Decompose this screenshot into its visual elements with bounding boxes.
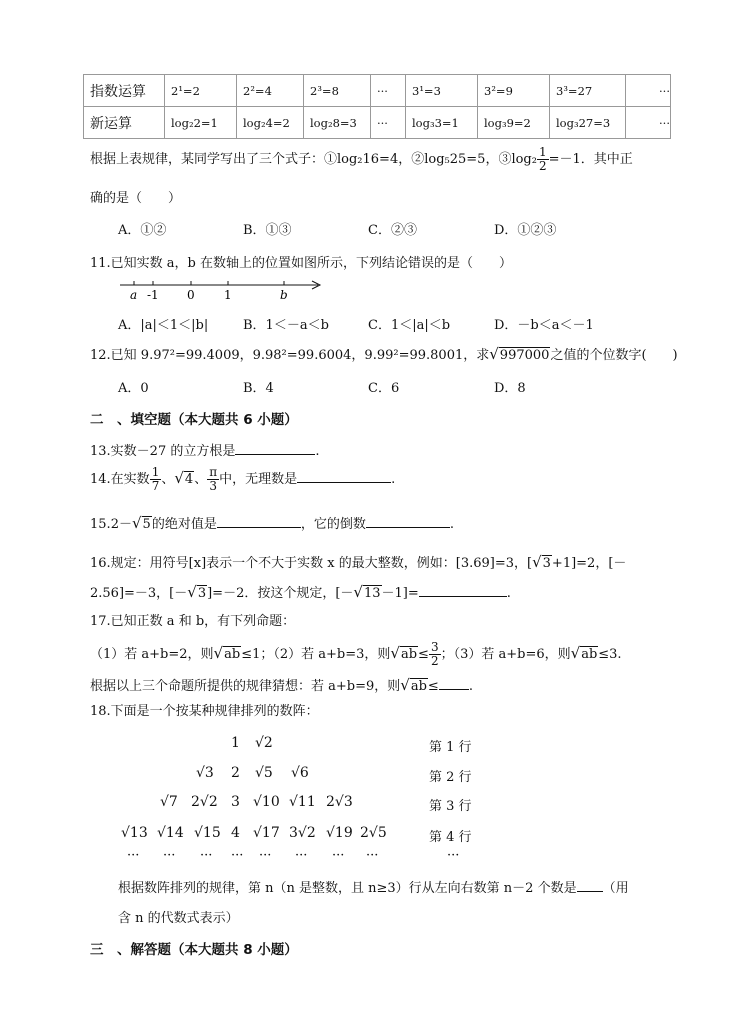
stem-text: . (391, 472, 396, 487)
radicand: ab (581, 647, 598, 662)
answer-blank (297, 470, 391, 483)
radicand: ab (400, 647, 418, 662)
matrix-cell: √3 (196, 765, 214, 781)
sqrt-icon: √ (131, 514, 142, 532)
matrix-cell: √15 (194, 825, 221, 841)
matrix-cell: 2√5 (360, 825, 387, 841)
question-13 (90, 440, 320, 459)
sqrt-icon: √ (213, 644, 224, 662)
question-10-line2: 确的是（ ） (90, 191, 182, 206)
fraction (150, 466, 162, 493)
denominator: 3 (209, 479, 217, 493)
table-cell: log₂2=1 (165, 107, 237, 139)
answer-blank (217, 515, 301, 528)
question-16-line2 (90, 582, 511, 601)
matrix-cell: √11 (289, 794, 316, 810)
radicand: 3 (542, 556, 551, 571)
matrix-cell: √13 (121, 825, 148, 841)
option-b: B．4 (243, 381, 274, 396)
radicand: ab (224, 647, 241, 662)
matrix-cell: √2 (255, 735, 273, 751)
matrix-cell: √5 (255, 765, 273, 781)
denominator: 2 (430, 654, 439, 668)
stem-text: . (506, 586, 511, 601)
answer-blank (235, 442, 315, 455)
question-10-stem (90, 146, 633, 173)
table-cell: 2²=4 (237, 75, 304, 107)
stem-text: ；（3）若 a+b=6，则 (440, 647, 571, 662)
question-14 (90, 466, 395, 493)
sqrt-icon: √ (353, 583, 363, 601)
row-label: 第 4 行 (429, 830, 472, 845)
sqrt-icon: √ (174, 469, 184, 487)
table-cell: log₂8=3 (304, 107, 371, 139)
row-label: 第 3 行 (429, 799, 472, 814)
stem-text: . (315, 444, 320, 459)
option-a: A．0 (118, 381, 149, 396)
radicand: 13 (363, 586, 381, 601)
stem-text: 13.实数－27 的立方根是 (90, 444, 236, 459)
denominator: 7 (151, 479, 160, 493)
question-11-stem: 11.已知实数 a，b 在数轴上的位置如图所示，下列结论错误的是（ ） (90, 256, 513, 271)
row-label: ··· (447, 848, 460, 863)
fraction (207, 466, 219, 493)
stem-text: 根据以上三个命题所提供的规律猜想：若 a+b=9，则 (90, 679, 401, 694)
matrix-cell: 3√2 (289, 825, 316, 841)
stem-text: 16.规定：用符号[x]表示一个不大于实数 x 的最大整数，例如：[3.69]=3，[ (90, 556, 533, 571)
question-18-stem: 18.下面是一个按某种规律排列的数阵： (90, 704, 319, 719)
label-1: 1 (224, 288, 232, 302)
stem-text: . (449, 517, 454, 532)
matrix-cell: √7 (160, 794, 178, 810)
stem-text: 12.已知 9.97²=99.4009，9.98²=99.6004，9.99²=99.8001，求 (90, 348, 490, 363)
stem-text: ≤ (427, 679, 439, 694)
matrix-cell: 2 (231, 765, 240, 781)
question-15 (90, 513, 454, 532)
label-0: 0 (187, 288, 195, 302)
question-12-stem (90, 344, 678, 363)
matrix-cell: ··· (366, 848, 379, 863)
table-row-new-operation (84, 107, 671, 139)
option-a: A．①② (118, 223, 167, 238)
label-a: a (130, 288, 138, 302)
sqrt-icon: √ (570, 644, 581, 662)
matrix-cell: √19 (326, 825, 353, 841)
stem-text: －1]= (381, 586, 419, 601)
matrix-cell: ··· (259, 848, 272, 863)
matrix-cell: 2√3 (326, 794, 353, 810)
operation-table (83, 74, 671, 139)
option-d: D．8 (494, 381, 526, 396)
matrix-cell: ··· (163, 848, 176, 863)
matrix-cell: ··· (127, 848, 140, 863)
stem-text: （用 (602, 881, 629, 896)
option-b: B．①③ (243, 223, 292, 238)
matrix-cell: 1 (231, 735, 240, 751)
matrix-cell: √10 (253, 794, 280, 810)
option-c: C．6 (368, 381, 400, 396)
table-cell: log₃9=2 (478, 107, 550, 139)
question-16-line1 (90, 552, 626, 571)
stem-text: ]=－2．按这个规定，[－ (207, 586, 354, 601)
numerator: 1 (151, 465, 160, 479)
radicand: 3 (197, 586, 207, 601)
stem-text: +1]=2，[－ (551, 556, 627, 571)
radicand: 5 (142, 517, 151, 532)
question-18-line2: 含 n 的代数式表示） (118, 911, 239, 926)
row-label: 第 1 行 (429, 740, 472, 755)
matrix-cell: 4 (231, 825, 240, 841)
numerator: 1 (538, 145, 547, 159)
question-17-line1: 17.已知正数 a 和 b，有下列命题： (90, 614, 296, 629)
stem-text: 中，无理数是 (219, 472, 298, 487)
table-cell: 指数运算 (84, 75, 165, 107)
stem-text: 2.56]=－3，[－ (90, 586, 188, 601)
table-cell: ··· (626, 75, 671, 107)
matrix-cell: 3 (231, 794, 240, 810)
table-cell: 新运算 (84, 107, 165, 139)
fraction (537, 146, 549, 173)
option-d: D．①②③ (494, 223, 557, 238)
table-cell: 3²=9 (478, 75, 550, 107)
stem-text: ，它的倒数 (300, 517, 366, 532)
matrix-cell: √17 (253, 825, 280, 841)
matrix-cell: ··· (295, 848, 308, 863)
table-cell: log₃3=1 (406, 107, 478, 139)
sqrt-icon: √ (532, 553, 542, 571)
stem-text: ≤3. (598, 647, 622, 662)
number-line (118, 278, 328, 306)
numerator: π (209, 465, 218, 479)
question-18-line1 (118, 877, 629, 896)
sqrt-icon: √ (187, 583, 197, 601)
matrix-cell: ··· (332, 848, 345, 863)
sqrt-icon: √ (390, 644, 400, 662)
matrix-cell: ··· (200, 848, 213, 863)
separator: 、 (161, 472, 175, 487)
numerator: 3 (430, 640, 439, 654)
row-label: 第 2 行 (429, 770, 472, 785)
radicand: 997000 (499, 348, 550, 363)
answer-blank (439, 677, 469, 690)
radicand: ab (410, 679, 427, 694)
stem-text: 之值的个位数字( ) (550, 348, 678, 363)
stem-text: ≤ (418, 647, 429, 662)
sqrt-icon: √ (400, 676, 410, 694)
denominator: 2 (538, 159, 547, 173)
answer-blank (577, 879, 603, 892)
stem-text: 根据数阵排列的规律，第 n（n 是整数，且 n≥3）行从左向右数第 n－2 个数是 (118, 881, 577, 896)
table-cell: ··· (626, 107, 671, 139)
table-row-exponent (84, 75, 671, 107)
option-d: D．－b＜a＜－1 (494, 318, 594, 333)
table-cell: ··· (371, 75, 406, 107)
stem-text: 15. (90, 517, 111, 532)
stem-text: 2－ (110, 517, 132, 532)
table-cell: 2¹=2 (165, 75, 237, 107)
table-cell: log₃27=3 (550, 107, 626, 139)
label-neg1: -1 (147, 288, 159, 302)
option-a: A．|a|＜1＜|b| (118, 318, 209, 333)
stem-text: 14.在实数 (90, 472, 150, 487)
sqrt-icon: √ (489, 345, 499, 363)
section-3-heading: 三 、解答题（本大题共 8 小题） (90, 942, 298, 958)
matrix-cell: 2√2 (191, 794, 218, 810)
section-2-heading: 二 、填空题（本大题共 6 小题） (90, 412, 298, 428)
table-cell: log₂4=2 (237, 107, 304, 139)
stem-text: =－1．其中正 (548, 152, 633, 167)
table-cell: 2³=8 (304, 75, 371, 107)
label-b: b (280, 288, 288, 302)
option-c: C．1＜|a|＜b (368, 318, 451, 333)
answer-blank (366, 515, 450, 528)
question-17-line3 (90, 675, 473, 694)
option-c: C．②③ (368, 223, 417, 238)
answer-blank (419, 584, 507, 597)
table-cell: 3¹=3 (406, 75, 478, 107)
stem-text: 根据上表规律，某同学写出了三个式子：①log₂16=4，②log₅25=5，③log₂ (90, 152, 537, 167)
matrix-cell: ··· (231, 848, 244, 863)
stem-text: . (468, 679, 473, 694)
stem-text: 的绝对值是 (151, 517, 217, 532)
table-cell: ··· (371, 107, 406, 139)
question-17-line2 (90, 641, 622, 668)
separator: 、 (194, 472, 208, 487)
fraction (429, 641, 441, 668)
matrix-cell: √14 (157, 825, 184, 841)
table-cell: 3³=27 (550, 75, 626, 107)
radicand: 4 (184, 472, 194, 487)
option-b: B．1＜－a＜b (243, 318, 329, 333)
stem-text: （1）若 a+b=2，则 (90, 647, 214, 662)
stem-text: ≤1；（2）若 a+b=3，则 (241, 647, 391, 662)
matrix-cell: √6 (291, 765, 309, 781)
